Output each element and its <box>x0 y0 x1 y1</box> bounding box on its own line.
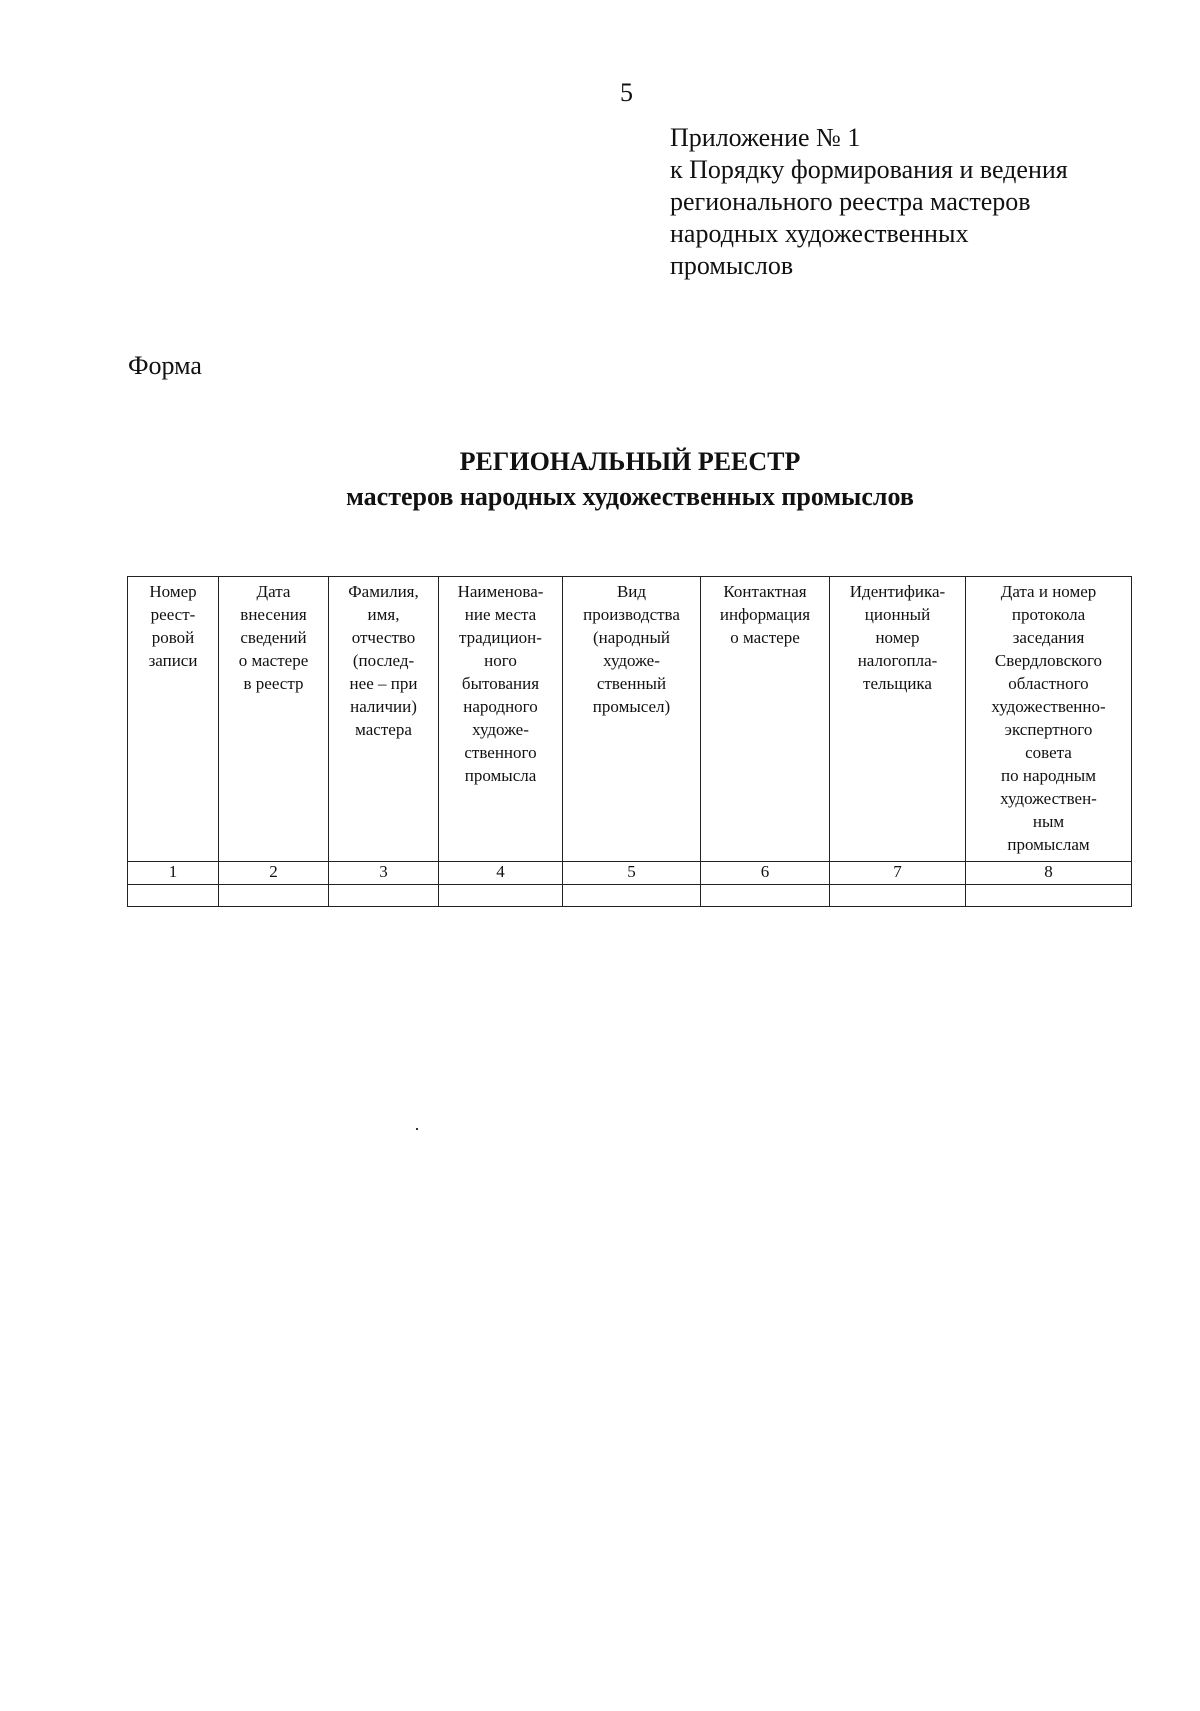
empty-cell <box>563 885 701 907</box>
document-title: РЕГИОНАЛЬНЫЙ РЕЕСТР <box>459 447 801 476</box>
column-number: 4 <box>439 862 563 885</box>
empty-cell <box>830 885 966 907</box>
header-registry-number: Номер реест- ровой записи <box>128 577 219 862</box>
column-number: 8 <box>966 862 1132 885</box>
column-number: 6 <box>701 862 830 885</box>
empty-cell <box>329 885 439 907</box>
empty-cell <box>439 885 563 907</box>
header-tax-id: Идентифика- ционный номер налогопла- тельщика <box>830 577 966 862</box>
document-subtitle: мастеров народных художественных промыслов <box>346 482 914 511</box>
header-contact-info: Контактная информация о мастере <box>701 577 830 862</box>
column-number-row <box>128 862 1132 885</box>
header-entry-date: Дата внесения сведений о мастере в реестр <box>219 577 329 862</box>
empty-cell <box>701 885 830 907</box>
header-craft-location: Наименова- ние места традицион- ного бытования народного художе- ственного промысла <box>439 577 563 862</box>
empty-cell <box>128 885 219 907</box>
column-number: 5 <box>563 862 701 885</box>
registry-table <box>127 576 1132 907</box>
column-number: 2 <box>219 862 329 885</box>
appendix-line: к Порядку формирования и ведения <box>670 155 1068 184</box>
header-protocol-date-number: Дата и номер протокола заседания Свердловского областного художественно- экспертного совета по народным художествен- ным промыслам <box>966 577 1132 862</box>
column-number: 7 <box>830 862 966 885</box>
appendix-line: промыслов <box>670 251 794 280</box>
page-number: 5 <box>620 78 633 107</box>
column-number: 3 <box>329 862 439 885</box>
appendix-line: регионального реестра мастеров <box>670 187 1031 216</box>
appendix-line: Приложение № 1 <box>670 123 861 152</box>
column-number: 1 <box>128 862 219 885</box>
appendix-heading <box>670 122 1170 282</box>
appendix-line: народных художественных <box>670 219 969 248</box>
header-full-name: Фамилия, имя, отчество (послед- нее – при наличии) мастера <box>329 577 439 862</box>
table-header-row <box>128 577 1132 862</box>
scan-speck <box>416 1128 418 1130</box>
header-production-type: Вид производства (народный художе- ственный промысел) <box>563 577 701 862</box>
empty-cell <box>966 885 1132 907</box>
empty-entry-row <box>128 885 1132 907</box>
form-label: Форма <box>128 351 202 380</box>
empty-cell <box>219 885 329 907</box>
